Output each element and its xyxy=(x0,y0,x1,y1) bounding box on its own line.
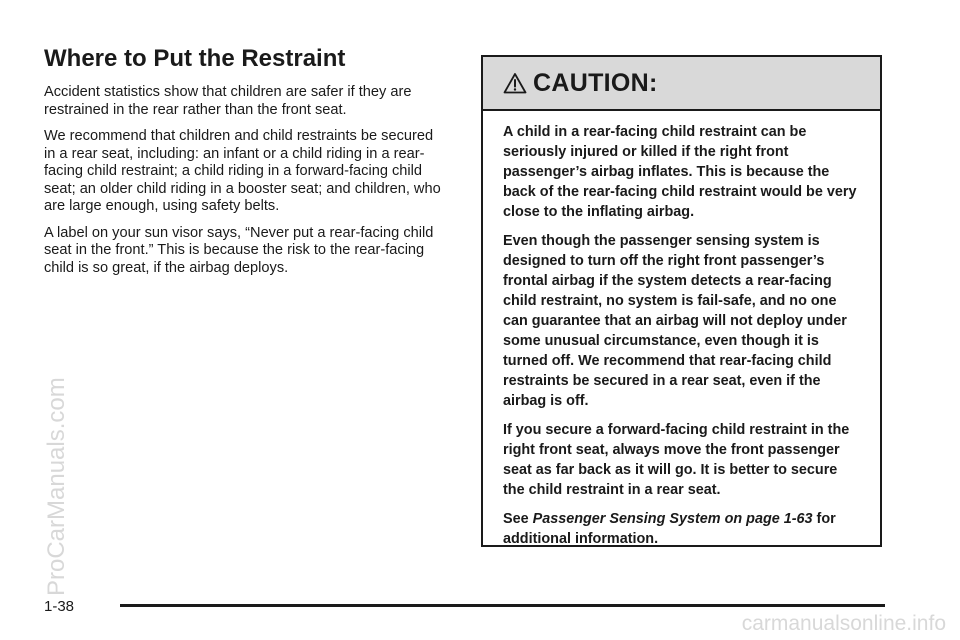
caution-paragraph-rear-facing: A child in a rear-facing child restraint can be seriously injured or killed if the right front passenger’s airbag inflates. This is because the back of the rear-facing child restraint would be very close to the inflating airbag. xyxy=(503,124,857,220)
caution-title: CAUTION: xyxy=(533,68,658,97)
warning-triangle-icon xyxy=(503,72,527,94)
section-heading: Where to Put the Restraint xyxy=(44,45,346,72)
bottom-watermark: carmanualsonline.info xyxy=(741,612,946,635)
paragraph-recommendation: We recommend that children and child restraints be secured in a rear seat, including: an infant or a child riding in a rear-facing child restraint; a child riding in a forward-facing child seat; an older child riding in a booster seat; and children, who are large enough, using safety belts. xyxy=(44,128,441,214)
side-watermark-text: ProCarManuals.com xyxy=(43,377,70,596)
cross-reference-link[interactable]: Passenger Sensing System on page 1-63 xyxy=(532,511,813,527)
caution-body xyxy=(483,111,880,549)
caution-box xyxy=(481,55,882,547)
caution-paragraph-sensing-system: Even though the passenger sensing system is designed to turn off the right front passenger’s frontal airbag if the system detects a rear-facing child restraint, no system is fail-safe, and no one can guarantee that an airbag will not deploy under some unusual circumstance, even though it is turned off. We recommend that rear-facing child restraints be secured in a rear seat, even if the airbag is off. xyxy=(503,233,847,409)
section-column xyxy=(44,44,444,286)
paragraph-sun-visor-label: A label on your sun visor says, “Never put a rear-facing child seat in the front.” This is because the risk to the rear-facing child is so great, if the airbag deploys. xyxy=(44,224,434,276)
see-suffix: for additional information. xyxy=(503,511,836,547)
caution-paragraph-forward-facing: If you secure a forward-facing child restraint in the right front seat, always move the front passenger seat as far back as it will go. It is better to secure the child restraint in a rear seat. xyxy=(503,422,850,498)
paragraph-statistics: Accident statistics show that children are safer if they are restrained in the rear rather than the front seat. xyxy=(44,84,412,118)
page-number: 1-38 xyxy=(44,598,75,615)
caution-header xyxy=(483,57,880,111)
see-prefix: See xyxy=(503,511,533,527)
footer-rule xyxy=(120,604,885,607)
caution-see-reference xyxy=(503,509,862,549)
